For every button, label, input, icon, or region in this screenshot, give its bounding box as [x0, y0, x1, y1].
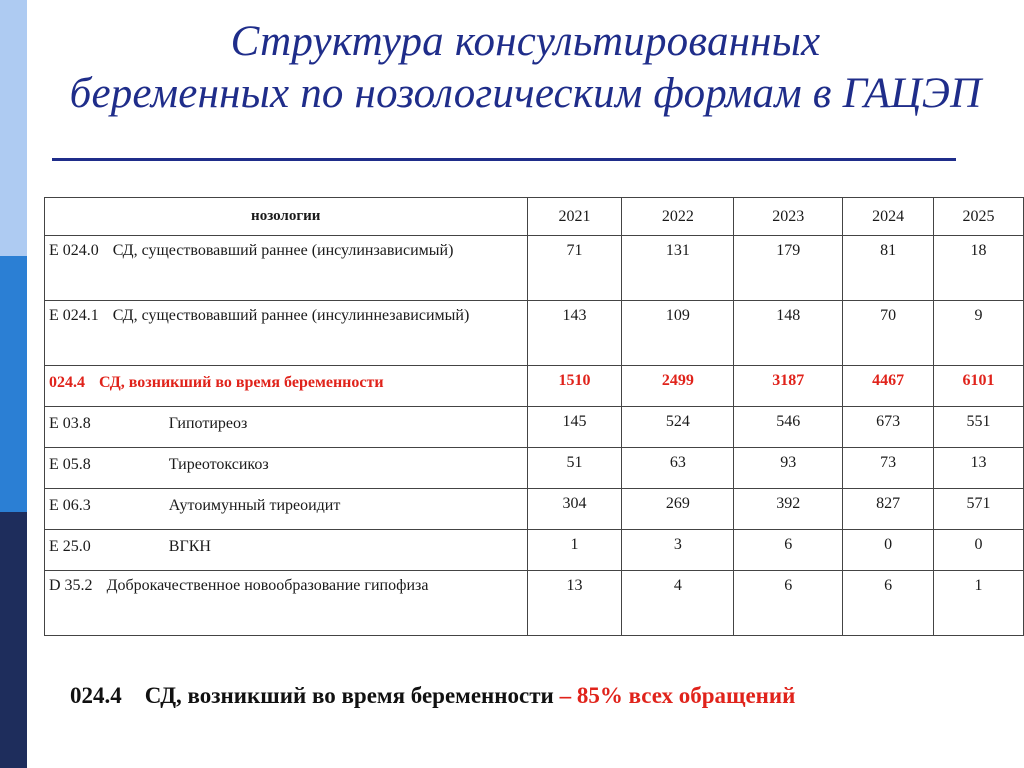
- value-cell: 2499: [622, 366, 734, 407]
- header-year: 2025: [934, 198, 1024, 236]
- value-cell: 109: [622, 301, 734, 366]
- value-cell: 70: [843, 301, 934, 366]
- value-cell: 0: [843, 530, 934, 571]
- title-underline: [52, 158, 956, 161]
- header-year: 2024: [843, 198, 934, 236]
- table-header-row: [45, 198, 1024, 236]
- value-cell: 9: [934, 301, 1024, 366]
- note-code: 024.4: [70, 683, 122, 708]
- value-cell: 551: [934, 407, 1024, 448]
- value-cell: 13: [527, 571, 622, 636]
- note-highlight: – 85% всех обращений: [559, 683, 796, 708]
- nosology-table: [44, 197, 1024, 636]
- nosology-cell: [45, 407, 528, 448]
- side-bar-mid: [0, 256, 27, 512]
- value-cell: 3187: [734, 366, 843, 407]
- value-cell: 6: [843, 571, 934, 636]
- nosology-cell: [45, 366, 528, 407]
- table-row: [45, 571, 1024, 636]
- nosology-name: СД, возникший во время беременности: [99, 374, 384, 391]
- summary-note: [70, 683, 795, 709]
- table-row: [45, 530, 1024, 571]
- value-cell: 145: [527, 407, 622, 448]
- value-cell: 546: [734, 407, 843, 448]
- table-row: [45, 489, 1024, 530]
- value-cell: 51: [527, 448, 622, 489]
- table-row: [45, 236, 1024, 301]
- nosology-code: Е 03.8: [49, 415, 91, 432]
- value-cell: 673: [843, 407, 934, 448]
- value-cell: 392: [734, 489, 843, 530]
- value-cell: 131: [622, 236, 734, 301]
- value-cell: 13: [934, 448, 1024, 489]
- value-cell: 73: [843, 448, 934, 489]
- value-cell: 571: [934, 489, 1024, 530]
- nosology-cell: [45, 489, 528, 530]
- nosology-code: Е 024.0: [49, 242, 99, 259]
- note-text: СД, возникший во время беременности: [144, 683, 554, 708]
- value-cell: 1510: [527, 366, 622, 407]
- nosology-cell: [45, 236, 528, 301]
- nosology-cell: [45, 530, 528, 571]
- value-cell: 93: [734, 448, 843, 489]
- value-cell: 1: [934, 571, 1024, 636]
- value-cell: 81: [843, 236, 934, 301]
- value-cell: 143: [527, 301, 622, 366]
- nosology-name: Доброкачественное новообразование гипофиза: [106, 577, 429, 594]
- table-row: [45, 448, 1024, 489]
- value-cell: 524: [622, 407, 734, 448]
- value-cell: 0: [934, 530, 1024, 571]
- header-year: 2021: [527, 198, 622, 236]
- nosology-cell: [45, 571, 528, 636]
- value-cell: 269: [622, 489, 734, 530]
- value-cell: 4467: [843, 366, 934, 407]
- header-year: 2023: [734, 198, 843, 236]
- side-bar-dark: [0, 512, 27, 768]
- value-cell: 6101: [934, 366, 1024, 407]
- value-cell: 1: [527, 530, 622, 571]
- value-cell: 6: [734, 571, 843, 636]
- nosology-code: 024.4: [49, 374, 85, 391]
- value-cell: 18: [934, 236, 1024, 301]
- header-year: 2022: [622, 198, 734, 236]
- header-nosology: нозологии: [45, 198, 528, 236]
- nosology-name: ВГКН: [168, 538, 211, 555]
- nosology-code: Е 25.0: [49, 538, 91, 555]
- value-cell: 4: [622, 571, 734, 636]
- table-row: [45, 407, 1024, 448]
- title-line-2: беременных по нозологическим формам в ГАЦЭП: [69, 70, 982, 117]
- nosology-name: Аутоимунный тиреоидит: [168, 497, 341, 514]
- nosology-name: Тиреотоксикоз: [168, 456, 269, 473]
- nosology-name: СД, существовавший раннее (инсулиннезависимый): [112, 307, 470, 324]
- nosology-code: D 35.2: [49, 577, 93, 594]
- table-row: [45, 301, 1024, 366]
- nosology-name: Гипотиреоз: [168, 415, 248, 432]
- nosology-cell: [45, 301, 528, 366]
- side-bar-light: [0, 0, 27, 256]
- title-line-1: Структура консультированных: [230, 18, 821, 65]
- table-row-highlighted: [45, 366, 1024, 407]
- value-cell: 3: [622, 530, 734, 571]
- value-cell: 148: [734, 301, 843, 366]
- value-cell: 827: [843, 489, 934, 530]
- slide-title: [27, 16, 1024, 120]
- value-cell: 304: [527, 489, 622, 530]
- value-cell: 63: [622, 448, 734, 489]
- value-cell: 6: [734, 530, 843, 571]
- nosology-code: Е 024.1: [49, 307, 99, 324]
- nosology-code: Е 05.8: [49, 456, 91, 473]
- nosology-code: Е 06.3: [49, 497, 91, 514]
- nosology-cell: [45, 448, 528, 489]
- nosology-name: СД, существовавший раннее (инсулинзависимый): [112, 242, 454, 259]
- value-cell: 179: [734, 236, 843, 301]
- value-cell: 71: [527, 236, 622, 301]
